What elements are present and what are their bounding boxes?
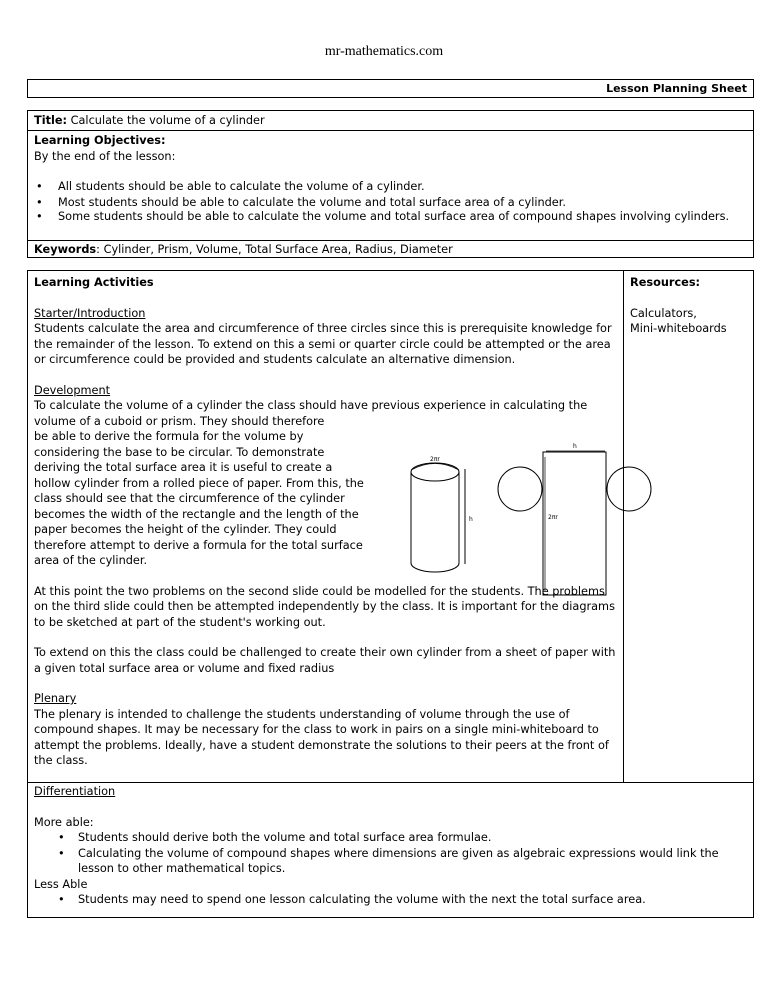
overview-box — [27, 110, 754, 258]
starter-text: Students calculate the area and circumference of three circles since this is prerequisite knowledge for the remainder of the lesson. To extend on this a semi or quarter circle could be attempted or the area or circumference could be provided and students calculate an alternative dimension. — [34, 322, 612, 366]
title-row — [28, 111, 753, 131]
cylinder-top-label: 2πr — [430, 456, 440, 463]
starter-heading: Starter/Introduction — [34, 306, 146, 320]
development-text-2: be able to derive the formula for the volume by considering the base to be circular. To demonstrate deriving the total surface area it is useful to create a hollow cylinder from a rolled piece of paper. From this, the class should see that the circumference of the cylinder becomes the width of the rectangle and the length of the paper becomes the height of the cylinder. They could therefore attempt to derive a formula for the total surface area of the cylinder. — [34, 430, 364, 567]
objectives-intro: By the end of the lesson: — [34, 149, 176, 163]
cylinder-net — [498, 451, 651, 595]
less-able-item: • Students may need to spend one lesson calculating the volume with the next the total surface area. — [34, 892, 747, 908]
site-header[interactable]: mr-mathematics.com — [324, 44, 444, 59]
objective-item: • All students should be able to calculate the volume of a cylinder. — [34, 179, 747, 195]
keywords-row — [28, 241, 753, 258]
less-able-list — [34, 892, 747, 908]
more-able-item: • Students should derive both the volume and total surface area formulae. — [34, 830, 747, 846]
development-text-1: To calculate the volume of a cylinder the class should have previous experience in calculating the volume of a cuboid or prism. They should therefore — [34, 399, 588, 428]
development-text-4: To extend on this the class could be challenged to create their own cylinder from a sheet of paper with a given total surface area or volume and fixed radius — [34, 646, 616, 675]
net-length-label: 2πr — [548, 514, 558, 521]
activities-box — [27, 270, 754, 783]
title-label: Title: — [34, 114, 68, 127]
differentiation-heading: Differentiation — [34, 785, 116, 798]
cylinder-shape — [411, 463, 465, 572]
objectives-label: Learning Objectives: — [34, 134, 166, 147]
resource-item: Mini-whiteboards — [630, 322, 727, 335]
less-able-label: Less Able — [34, 877, 88, 891]
activities-label: Learning Activities — [34, 276, 154, 289]
objectives-list — [34, 179, 747, 224]
cylinder-net-diagram — [383, 439, 653, 599]
plenary-text: The plenary is intended to challenge the students understanding of volume through the use of compound shapes. It may be necessary for the class to work in pairs on a single mini-whiteboard to attempt the problems. Ideally, have a student demonstrate the solutions to their peers at the front of the class. — [34, 707, 609, 767]
development-text-3: At this point the two problems on the second slide could be modelled for the students. The problems on the third slide could then be attempted independently by the class. It is important for the diagrams to be sketched at part of the student's working out. — [34, 584, 615, 629]
objective-item: • Some students should be able to calculate the volume and total surface area of compound shapes involving cylinders. — [34, 210, 747, 224]
lesson-planning-sheet-label: Lesson Planning Sheet — [27, 79, 754, 98]
lesson-title: Calculate the volume of a cylinder — [67, 114, 265, 127]
plenary-heading: Plenary — [34, 692, 77, 705]
resource-item: Calculators, — [630, 306, 697, 320]
development-heading: Development — [34, 383, 111, 397]
resources-label: Resources: — [630, 276, 701, 289]
more-able-label: More able: — [34, 815, 94, 829]
more-able-item: • Calculating the volume of compound shapes where dimensions are given as algebraic expressions would link the lesson to other mathematical topics. — [34, 846, 747, 877]
net-width-label: h — [573, 443, 577, 450]
objectives-section — [28, 131, 753, 241]
cylinder-height-label: h — [469, 516, 473, 523]
keywords-label: Keywords — [34, 243, 97, 256]
keywords-text: : Cylinder, Prism, Volume, Total Surface Area, Radius, Diameter — [96, 243, 453, 256]
differentiation-box — [27, 782, 754, 918]
more-able-list — [34, 830, 747, 877]
objective-item: • Most students should be able to calculate the volume and total surface area of a cylinder. — [34, 195, 747, 211]
